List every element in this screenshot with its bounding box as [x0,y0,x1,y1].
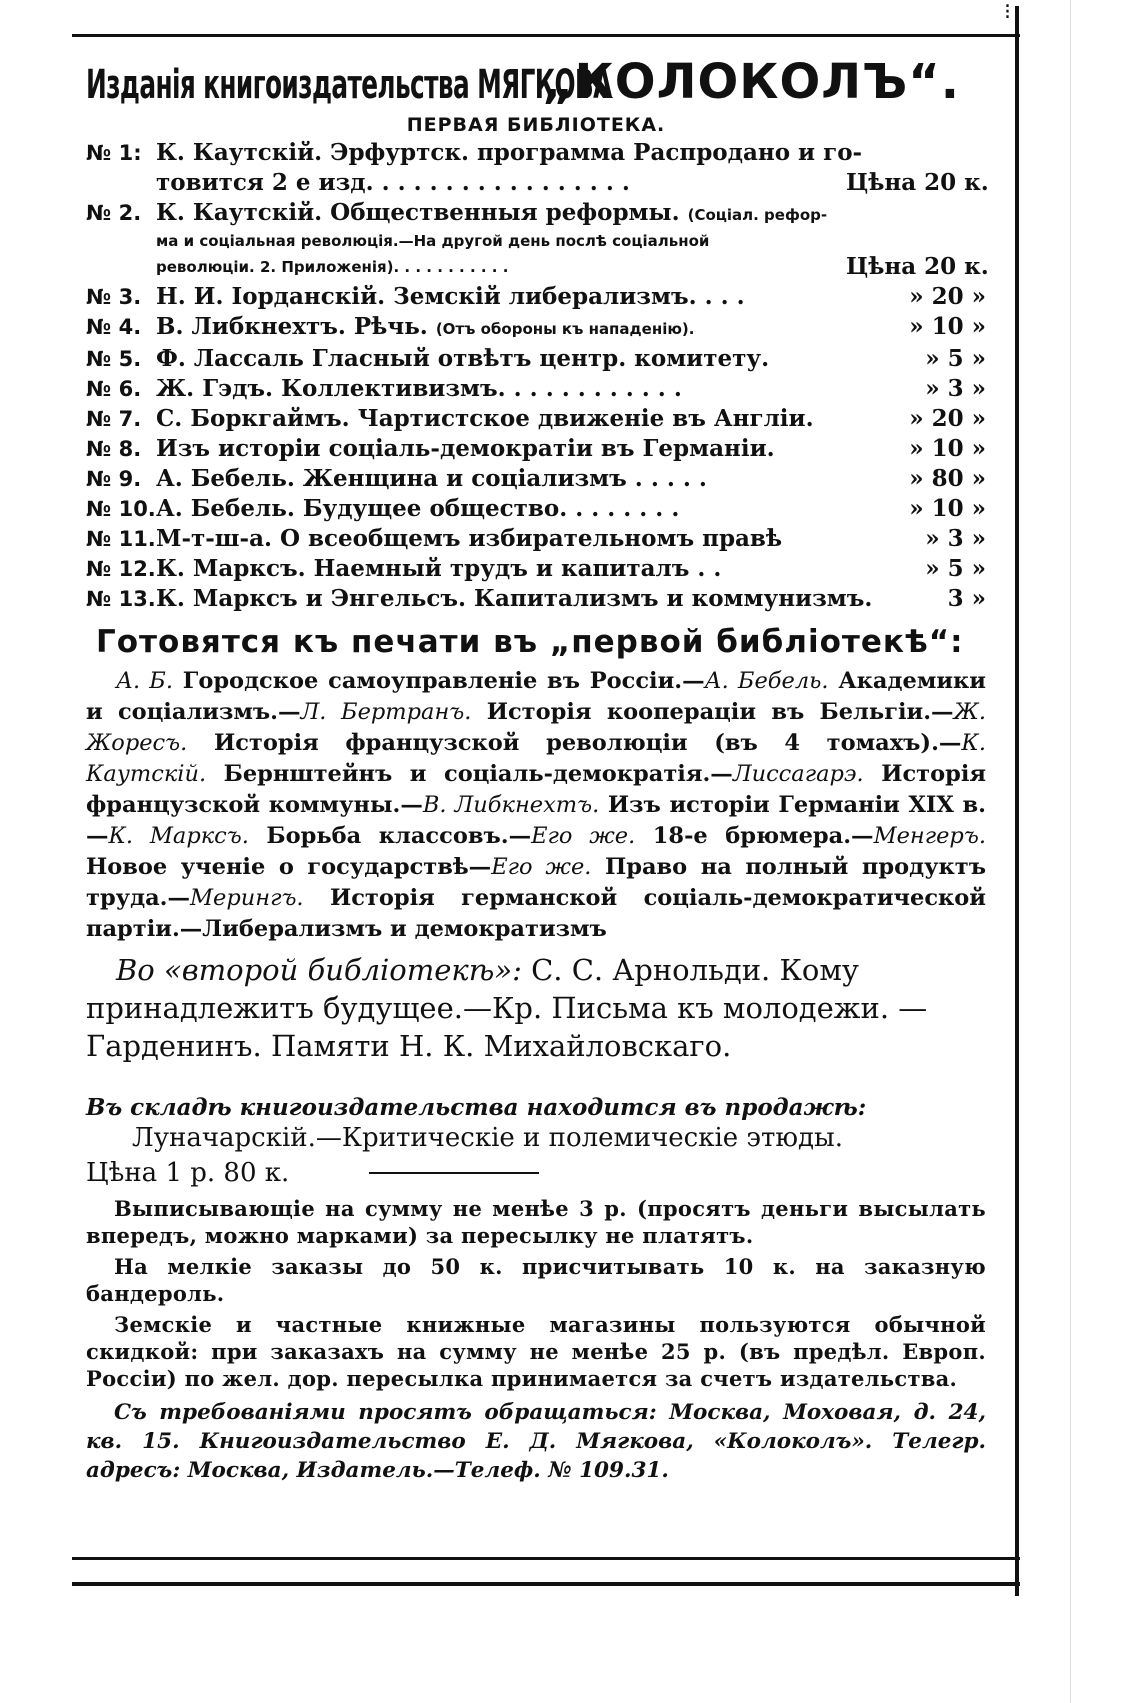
scan-edge [1070,0,1071,1703]
item-title: К. Каутскій. Эрфуртск. программа Распродано и го- [156,139,863,166]
item-price: » 5 » [925,555,986,582]
stock-price-row [86,1155,986,1191]
catalog-item [86,404,986,434]
item-price: » 3 » [925,525,986,552]
catalog-item-cont [86,252,989,282]
second-library-text: С. С. Арнольди. Кому принадлежитъ будущее.—Кр. Письма къ молодежи. —Гарденинъ. Памяти Н. К. Михайловскаго. [86,953,928,1063]
note: Выписывающіе на сумму не менѣе 3 р. (просятъ деньги высылать впередъ, можно марками) за пересылку не платятъ. [86,1196,986,1248]
item-title: А. Бебель. Будущее общество. . . . . . . . [156,495,680,522]
catalog-item [86,494,986,524]
item-number: № 4. [86,315,142,339]
item-note: (Соціал. рефор- [687,206,828,224]
item-title: К. Каутскій. Общественныя реформы. [156,199,680,226]
catalog-item-cont [86,168,989,198]
stock-price: Цѣна 1 р. 80 к. [86,1158,290,1188]
work: Городское самоуправленіе въ Россіи.— [182,668,705,694]
author: А. Б. [116,668,173,694]
bottom-rule [72,1557,1020,1560]
catalog-item [86,584,986,614]
item-number: № 11. [86,527,156,551]
author: Менгеръ. [873,823,986,849]
author: Лиссагарэ. [732,761,864,787]
stock-heading: Въ складѣ книгоиздательства находится въ продажѣ: [86,1094,867,1121]
work: Исторія германской соціаль-демократической партіи.—Либерализмъ и демократизмъ [86,885,986,942]
brand-title: „КОЛОКОЛЪ“. [542,54,961,110]
catalog-item [86,374,986,404]
item-price: » 5 » [925,345,986,372]
work: Исторія французской революціи (въ 4 томахъ).— [213,730,962,756]
item-number: № 8. [86,437,142,461]
item-price: » 20 » [909,283,986,310]
work: Изъ исторіи Германіи XIX в.— [86,792,986,849]
item-title: К. Марксъ. Наемный трудъ и капиталъ . . [156,555,722,582]
publisher-title: Изданія книгоиздательства МЯГКОВА [86,62,612,108]
work: 18-е брюмера.— [652,823,874,849]
author: К. Каутскій. [86,730,986,787]
work: Новое ученіе о государствѣ— [86,854,492,880]
item-number: № 13. [86,587,156,611]
right-rule [1015,6,1019,1596]
item-title: М-т-ш-а. О всеобщемъ избирательномъ правѣ [156,525,783,552]
item-price: » 10 » [909,313,986,340]
item-number: № 2. [86,201,142,225]
item-note-cont: революціи. 2. Приложенія). . . . . . . . . . . [156,258,509,276]
author: Мерингъ. [190,885,304,911]
bottom-rule-thick [72,1582,1020,1586]
item-title-cont: товится 2 е изд. . . . . . . . . . . . . . . . . [156,169,630,196]
item-title: К. Марксъ и Энгельсъ. Капитализмъ и коммунизмъ. [156,585,873,612]
item-price: » 10 » [909,435,986,462]
author: А. Бебель. [704,668,829,694]
item-title: В. Либкнехтъ. Рѣчь. [156,313,428,340]
catalog-list [86,138,989,614]
author: Его же. [531,823,636,849]
note: На мелкіе заказы до 50 к. присчитывать 10 к. на заказную бандероль. [86,1254,986,1306]
item-note-cont: ма и соціальная революція.—На другой день послѣ соціальной [156,232,710,250]
item-price: » 80 » [909,465,986,492]
item-number: № 3. [86,285,142,309]
catalog-item [86,434,986,464]
item-number: № 12. [86,557,156,581]
work: Исторія коопераціи въ Бельгіи.— [486,699,954,725]
advertisement-page [86,54,989,1507]
work: Исторія французской коммуны.— [86,761,986,818]
divider [369,1172,539,1174]
page-header [86,54,986,110]
item-number: № 9. [86,467,142,491]
item-number: № 7. [86,407,142,431]
library-subheading: ПЕРВАЯ БИБЛІОТЕКА. [406,114,666,136]
work: Борьба классовъ.— [266,823,532,849]
item-title: А. Бебель. Женщина и соціализмъ . . . . . [156,465,707,492]
second-library-label: Во «второй библіотекѣ»: [116,953,522,987]
catalog-item [86,312,986,344]
preparing-heading: Готовятся къ печати въ „первой библіотекѣ“: [96,624,964,660]
item-price: Цѣна 20 к. [846,253,989,280]
author: К. Марксъ. [108,823,249,849]
catalog-item [86,524,986,554]
contact-address: Съ требованіями просятъ обращаться: Москва, Моховая, д. 24, кв. 15. Книгоиздательство Е. Д. Мягкова, «Колоколъ». Телегр. адресъ: Москва, Издатель.—Телеф. № 109.31. [86,1400,986,1483]
item-number: № 10. [86,497,156,521]
item-price: » 10 » [909,495,986,522]
second-library [86,951,986,1065]
item-price: Цѣна 20 к. [846,169,989,196]
work: Академики и соціализмъ.— [86,668,986,725]
stock-item: Луначарскій.—Критическіе и полемическіе этюды. [132,1123,843,1153]
author: Ж. Жоресъ. [86,699,986,756]
top-rule [72,34,1020,37]
author: В. Либкнехтъ. [422,792,600,818]
catalog-item [86,282,986,312]
catalog-item [86,344,986,374]
item-title: Ф. Лассаль Гласный отвѣтъ центр. комитету. [156,345,770,372]
catalog-item [86,554,986,584]
author: Л. Бертранъ. [300,699,472,725]
catalog-item [86,464,986,494]
catalog-item [86,138,986,168]
item-number: № 5. [86,347,142,371]
author: Его же. [491,854,592,880]
item-title: С. Боркгаймъ. Чартистское движеніе въ Англіи. [156,405,814,432]
preparing-text [86,666,986,945]
item-title: Ж. Гэдъ. Коллективизмъ. . . . . . . . . . . . [156,375,682,402]
item-price: » 3 » [925,375,986,402]
corner-mark-icon: ⁝ [1004,0,1011,25]
item-note: (Отъ обороны къ нападенію). [435,320,695,338]
item-number: № 1: [86,141,142,165]
item-title: Изъ исторіи соціаль-демократіи въ Германіи. [156,435,775,462]
work: Право на полный продуктъ труда.— [86,854,986,911]
item-price: 3 » [947,585,986,612]
item-title: Н. И. Іорданскій. Земскій либерализмъ. . . . [156,283,745,310]
note: Земскіе и частные книжные магазины пользуются обычной скидкой: при заказахъ на сумму не менѣе 25 р. (въ предѣл. Европ. Россіи) по жел. дор. пересылка принимается за счетъ издательства. [86,1312,986,1391]
item-number: № 6. [86,377,142,401]
catalog-item [86,198,986,230]
work: Бернштейнъ и соціаль-демократія.— [223,761,733,787]
item-price: » 20 » [909,405,986,432]
